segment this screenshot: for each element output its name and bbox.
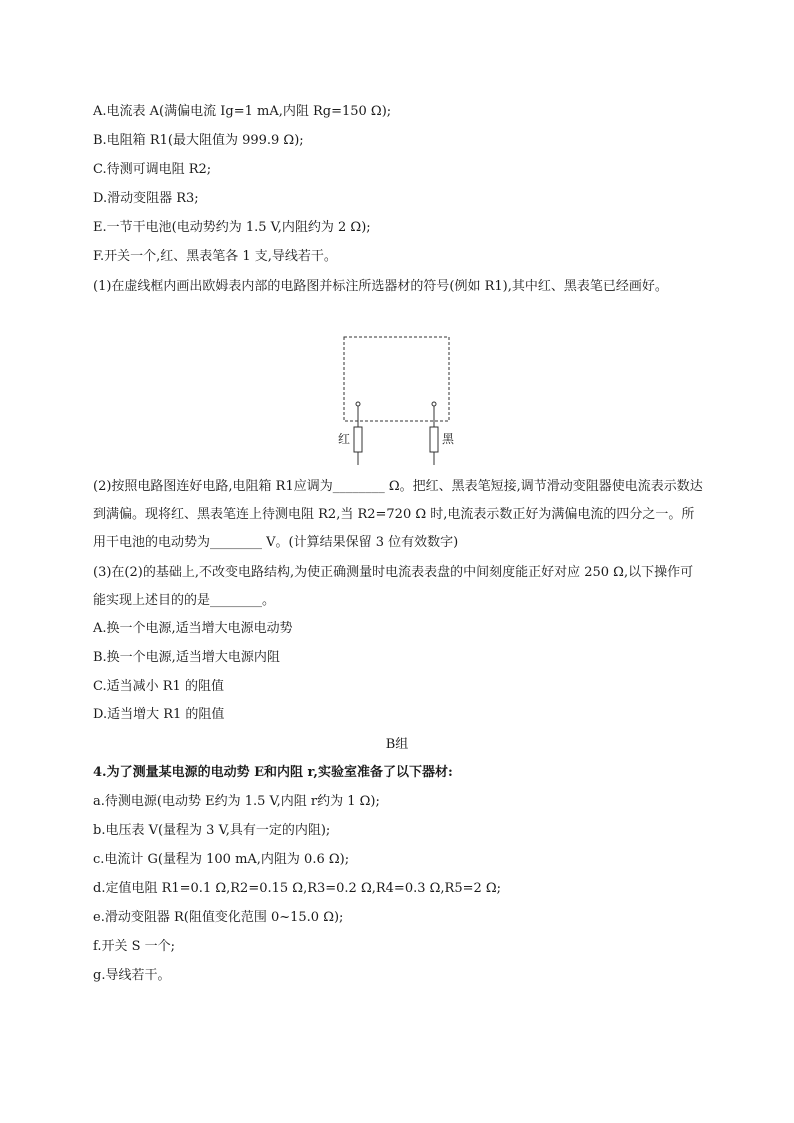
- line-c: C.待测可调电阻 R2;: [93, 162, 212, 177]
- question-2: (2)按照电路图连好电路,电阻箱 R1应调为________ Ω。把红、黑表笔短接,调节滑动变阻器使电流表示数达到满偏。现将红、黑表笔连上待测电阻 R2,当 R2=720 Ω 时,电流表示数正好为满偏电流的四分之一。所用干电池的电动势为________ V。(计算结果保留 3 位有效数字): [93, 479, 703, 550]
- line-4a: a.待测电源(电动势 E约为 1.5 V,内阻 r约为 1 Ω);: [93, 794, 380, 809]
- option-3a: A.换一个电源,适当增大电源电动势: [93, 621, 293, 636]
- black-terminal: [432, 402, 436, 406]
- line-4c: c.电流计 G(量程为 100 mA,内阻为 0.6 Ω);: [93, 852, 350, 867]
- line-f: F.开关一个,红、黑表笔各 1 支,导线若干。: [93, 249, 337, 264]
- option-3b: B.换一个电源,适当增大电源内阻: [93, 650, 280, 665]
- dashed-box: [344, 337, 449, 421]
- red-probe-resistor: [354, 427, 362, 452]
- question-1: (1)在虚线框内画出欧姆表内部的电路图并标注所选器材的符号(例如 R1),其中红、黑表笔已经画好。: [93, 279, 668, 294]
- line-a: A.电流表 A(满偏电流 Ig=1 mA,内阻 Rg=150 Ω);: [93, 104, 392, 119]
- red-label: 红: [338, 432, 351, 446]
- black-probe-resistor: [430, 427, 438, 452]
- question-3: (3)在(2)的基础上,不改变电路结构,为使正确测量时电流表表盘的中间刻度能正好对应 250 Ω,以下操作可能实现上述目的的是________。: [93, 565, 694, 608]
- circuit-diagram: [330, 334, 470, 469]
- line-e: E.一节干电池(电动势约为 1.5 V,内阻约为 2 Ω);: [93, 220, 371, 235]
- option-3d: D.适当增大 R1 的阻值: [93, 707, 225, 722]
- line-4d: d.定值电阻 R1=0.1 Ω,R2=0.15 Ω,R3=0.2 Ω,R4=0.3 Ω,R5=2 Ω;: [93, 881, 502, 896]
- line-b: B.电阻箱 R1(最大阻值为 999.9 Ω);: [93, 133, 304, 148]
- option-3c: C.适当减小 R1 的阻值: [93, 679, 224, 694]
- question-4: 4.为了测量某电源的电动势 E和内阻 r,实验室准备了以下器材:: [93, 765, 453, 780]
- line-d: D.滑动变阻器 R3;: [93, 191, 199, 206]
- line-4g: g.导线若干。: [93, 968, 171, 983]
- line-4b: b.电压表 V(量程为 3 V,具有一定的内阻);: [93, 823, 331, 838]
- black-label: 黑: [442, 432, 455, 446]
- section-title: B组: [385, 737, 409, 752]
- line-4e: e.滑动变阻器 R(阻值变化范围 0~15.0 Ω);: [93, 910, 344, 925]
- red-terminal: [356, 402, 360, 406]
- line-4f: f.开关 S 一个;: [93, 939, 176, 954]
